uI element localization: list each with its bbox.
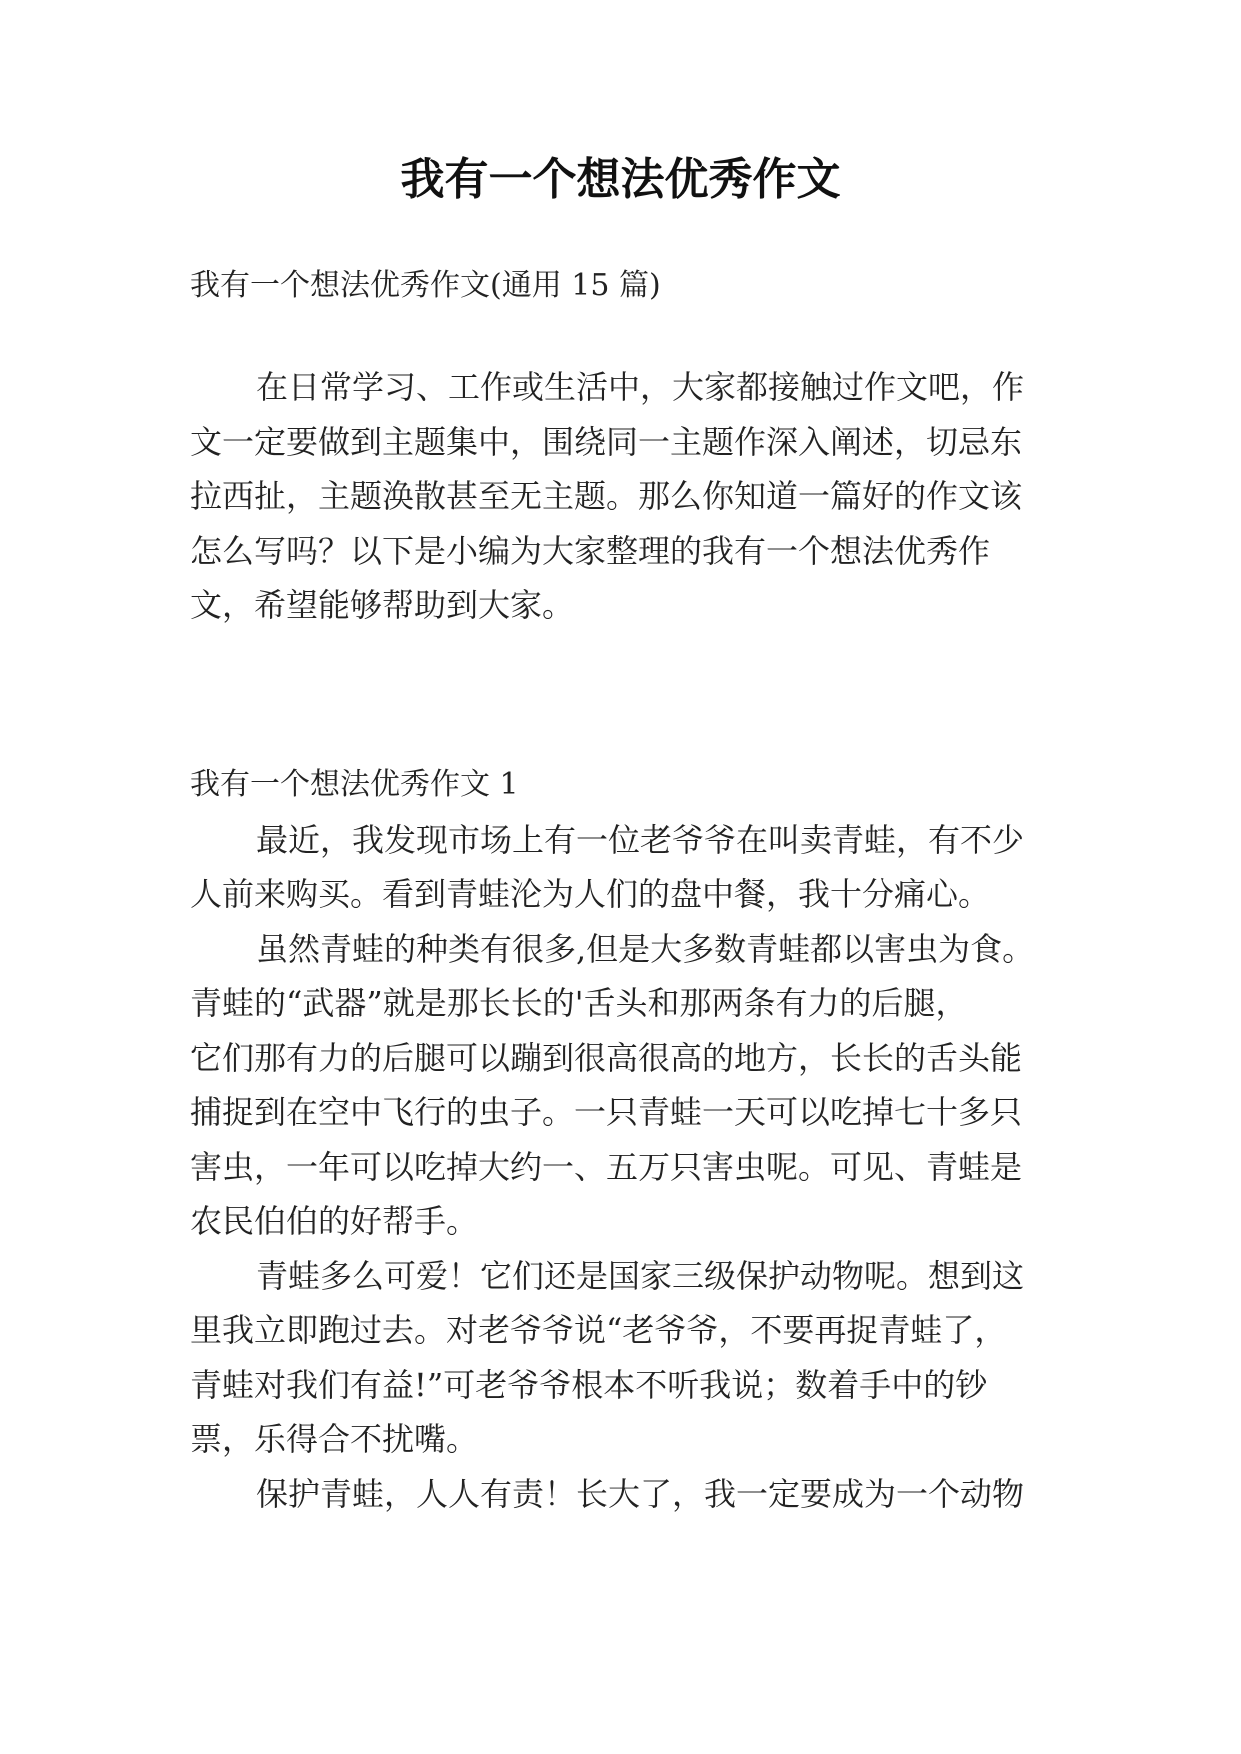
- intro-line: 怎么写吗？以下是小编为大家整理的我有一个想法优秀作: [190, 532, 991, 570]
- essay-line: 捕捉到在空中飞行的虫子。一只青蛙一天可以吃掉七十多只: [190, 1093, 1023, 1131]
- intro-line: 在日常学习、工作或生活中，大家都接触过作文吧，作: [256, 368, 1025, 406]
- essay-line: 它们那有力的后腿可以蹦到很高很高的地方，长长的舌头能: [190, 1039, 1023, 1077]
- essay-line: 青蛙对我们有益!”可老爷爷根本不听我说；数着手中的钞: [190, 1366, 988, 1404]
- document-title: 我有一个想法优秀作文: [400, 154, 841, 205]
- intro-line: 文，希望能够帮助到大家。: [190, 586, 575, 624]
- essay-line: 青蛙多么可爱！它们还是国家三级保护动物呢。想到这: [256, 1257, 1025, 1295]
- essay-line: 农民伯伯的好帮手。: [190, 1202, 479, 1240]
- intro-line: 拉西扯，主题涣散甚至无主题。那么你知道一篇好的作文该: [190, 477, 1023, 515]
- essay-line: 虽然青蛙的种类有很多,但是大多数青蛙都以害虫为食。: [256, 930, 1035, 968]
- essay-line: 人前来购买。看到青蛙沦为人们的盘中餐，我十分痛心。: [190, 875, 991, 913]
- intro-line: 文一定要做到主题集中，围绕同一主题作深入阐述，切忌东: [190, 423, 1023, 461]
- essay-line: 保护青蛙，人人有责！长大了，我一定要成为一个动物: [256, 1475, 1025, 1513]
- essay-line: 最近，我发现市场上有一位老爷爷在叫卖青蛙，有不少: [256, 821, 1025, 859]
- document-subtitle: 我有一个想法优秀作文(通用 15 篇): [190, 268, 661, 303]
- essay-line: 票，乐得合不扰嘴。: [190, 1420, 479, 1458]
- essay-heading: 我有一个想法优秀作文 1: [190, 767, 519, 802]
- essay-line: 害虫，一年可以吃掉大约一、五万只害虫呢。可见、青蛙是: [190, 1148, 1023, 1186]
- essay-line: 里我立即跑过去。对老爷爷说“老爷爷，不要再捉青蛙了，: [190, 1311, 1007, 1349]
- essay-line: 青蛙的“武器”就是那长长的'舌头和那两条有力的后腿，: [190, 984, 968, 1022]
